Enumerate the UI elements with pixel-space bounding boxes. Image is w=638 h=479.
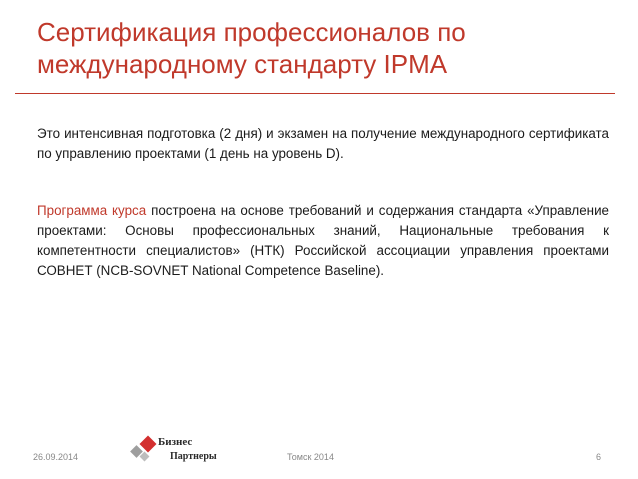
logo-mark-icon	[130, 436, 156, 462]
footer-date: 26.09.2014	[33, 452, 79, 462]
program-paragraph-text: построена на основе требований и содержания стандарта «Управление проектами: Основы профессиональных знаний, Национальные требования к компетентности специалистов» (НТК) Российской ассоциации управления проектами СОВНЕТ (NCB-SOVNET National Competence Baseline).	[37, 203, 610, 278]
program-paragraph	[37, 201, 609, 281]
intro-paragraph: Это интенсивная подготовка (2 дня) и экзамен на получение международного сертификата по управлению проектами (1 день на уровень D).	[37, 126, 609, 161]
page-number: 6	[596, 452, 602, 462]
program-link[interactable]: Программа курса	[37, 203, 147, 218]
slide-title: Сертификация профессионалов по международному стандарту IPMA	[37, 17, 466, 79]
company-logo	[128, 432, 238, 466]
logo-text-line1: Бизнес	[158, 436, 193, 448]
logo-text-line2: Партнеры	[170, 451, 217, 462]
footer-city: Томск 2014	[287, 452, 334, 462]
title-divider	[15, 93, 615, 94]
